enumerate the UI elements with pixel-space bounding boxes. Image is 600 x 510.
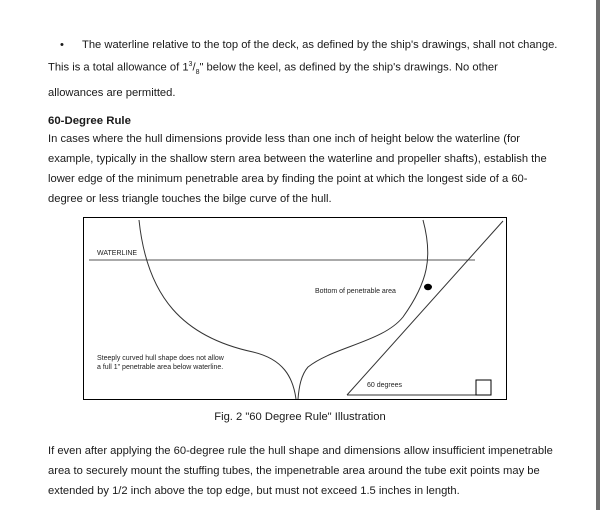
fraction-numerator: 3 xyxy=(188,61,193,68)
figure-diagram xyxy=(83,217,507,400)
figure-caption: Fig. 2 "60 Degree Rule" Illustration xyxy=(214,411,386,423)
allowance-text-end: " below the keel, as defined by the ship's drawings. No other allowances are permitted. xyxy=(48,61,498,99)
hull-note-line-2: a full 1" penetrable area below waterline. xyxy=(97,364,224,371)
hull-note-line-1: Steeply curved hull shape does not allow xyxy=(97,355,224,362)
allowance-text-start: This is a total allowance of 1 xyxy=(48,61,189,74)
page-edge-shadow xyxy=(596,0,600,510)
bullet-text: The waterline relative to the top of the deck, as defined by the ship's drawings, shall not change. xyxy=(82,39,558,51)
figure-60-degree-rule xyxy=(83,217,507,400)
paragraph-allowance xyxy=(48,55,553,103)
angle-label: 60 degrees xyxy=(367,382,403,389)
bullet-item xyxy=(48,35,568,55)
figure-frame xyxy=(84,218,507,400)
contact-point-dot xyxy=(424,284,432,290)
fraction-separator: / xyxy=(192,61,196,74)
paragraph-60-degree-rule: In cases where the hull dimensions provide less than one inch of height below the waterline (for example, typically in the shallow stern area between the waterline and propeller shafts), establish the lower edge of the minimum penetrable area by finding the point at which the longest side of a 60-degree or less triangle touches the bilge curve of the hull. xyxy=(48,133,547,205)
paragraph-stuffing-tubes: If even after applying the 60-degree rule the hull shape and dimensions allow insufficient impenetrable area to securely mount the stuffing tubes, the impenetrable area around the tube exit points may be extended by 1/2 inch above the top edge, but must not exceed 1.5 inches in length. xyxy=(48,445,553,497)
waterline-label: WATERLINE xyxy=(97,250,138,257)
fraction-denominator: 8 xyxy=(195,68,200,76)
section-heading: 60-Degree Rule xyxy=(48,115,131,127)
bottom-of-penetrable-area-label: Bottom of penetrable area xyxy=(315,288,396,295)
bullet-symbol: • xyxy=(60,39,64,51)
